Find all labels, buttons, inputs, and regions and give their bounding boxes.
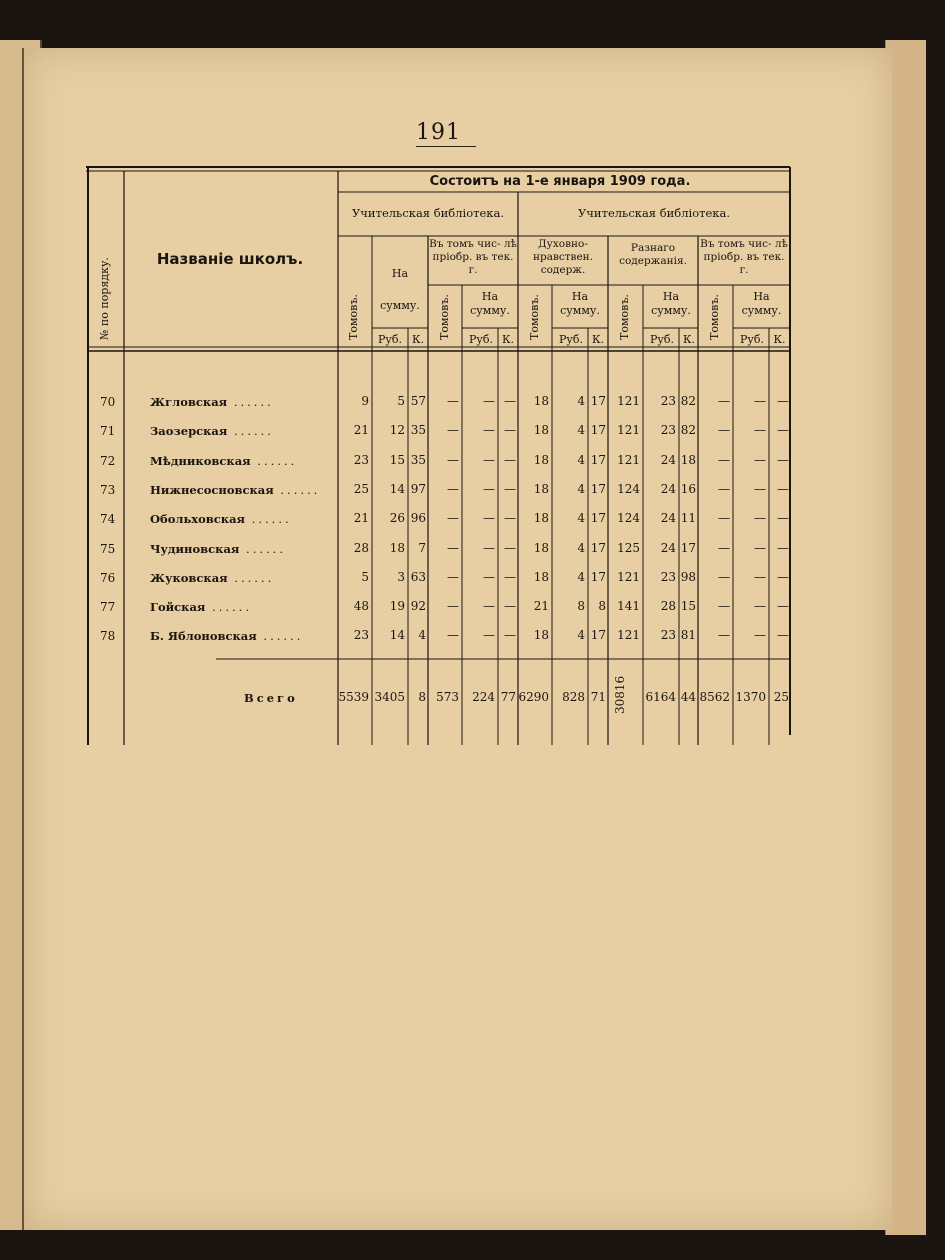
row-number: 76 (100, 571, 116, 585)
table-cell: — (754, 394, 766, 408)
table-cell: 125 (617, 541, 640, 555)
table-cell: — (754, 628, 766, 642)
table-cell: — (483, 511, 495, 525)
total-label: Всего (244, 691, 298, 705)
table-cell: 18 (389, 541, 405, 555)
table-cell: 82 (680, 394, 696, 408)
leader-dots: ...... (250, 454, 298, 468)
school-name (150, 542, 286, 556)
total-cell: 25 (773, 690, 789, 704)
table-cell: 23 (660, 570, 676, 584)
table-cell: 121 (617, 570, 640, 584)
table-cell: 28 (353, 541, 369, 555)
table-cell: 98 (680, 570, 696, 584)
table-cell: 12 (389, 423, 405, 437)
school-name (150, 512, 292, 526)
table-cell: 18 (533, 628, 549, 642)
page-number: 191 (416, 120, 476, 147)
total-cell: 573 (436, 690, 459, 704)
table-cell: — (483, 599, 495, 613)
rub-header-2: Руб. (469, 333, 493, 346)
table-cell: 18 (533, 570, 549, 584)
total-cell: 5539 (338, 690, 369, 704)
row-number: 71 (100, 424, 116, 438)
table-cell: — (754, 599, 766, 613)
leader-dots: ...... (227, 424, 274, 438)
table-cell: — (777, 570, 789, 584)
table-cell: — (754, 511, 766, 525)
table-cell: 18 (533, 511, 549, 525)
rub-header-3: Руб. (559, 333, 583, 346)
table-cell: 17 (590, 511, 606, 525)
duhovno-header: Духовно- нравствен. содерж. (532, 238, 594, 277)
table-cell: 8 (577, 599, 585, 613)
tomov-header-1: Томовъ. (347, 294, 360, 340)
table-cell: 4 (577, 394, 585, 408)
table-cell: — (504, 394, 516, 408)
table-cell: 24 (660, 482, 676, 496)
leader-dots: ...... (205, 600, 252, 614)
table-cell: 17 (590, 482, 606, 496)
table-cell: 4 (418, 628, 426, 642)
leader-dots: ...... (227, 395, 274, 409)
table-cell: — (718, 599, 730, 613)
table-cell: — (718, 628, 730, 642)
leader-dots: ...... (227, 571, 275, 585)
table-cell: 4 (577, 511, 585, 525)
na-summu-header-2: На сумму. (470, 290, 510, 317)
tomov-header-5: Томовъ. (708, 294, 721, 340)
row-number: 75 (100, 542, 116, 556)
tomov-header-4: Томовъ. (618, 294, 631, 340)
v-tom-chisle-header-1: Въ томъ чис- лѣ пріобр. въ тек. г. (429, 238, 517, 277)
table-cell: — (483, 453, 495, 467)
col-name-header: Названіе школъ. (156, 250, 304, 268)
table-cell: — (777, 453, 789, 467)
table-cell: — (777, 628, 789, 642)
table-cell: 16 (680, 482, 696, 496)
leader-dots: ...... (256, 629, 304, 643)
school-name (150, 483, 320, 497)
total-cell: 1370 (735, 690, 766, 704)
table-cell: 18 (680, 453, 696, 467)
kop-header-5: К. (773, 333, 786, 346)
table-cell: 28 (660, 599, 676, 613)
kop-header-2: К. (501, 333, 514, 346)
table-cell: — (483, 628, 495, 642)
table-cell: 17 (680, 541, 696, 555)
na-summu-header-1: На сумму. (380, 267, 420, 312)
table-cell: 14 (389, 628, 405, 642)
table-cell: 4 (577, 482, 585, 496)
total-cell: 6164 (645, 690, 676, 704)
v-tom-chisle-header-2: Въ томъ чис- лѣ пріобр. въ тек. г. (700, 238, 788, 277)
table-cell: 81 (680, 628, 696, 642)
kop-header-3: К. (591, 333, 604, 346)
school-name (150, 454, 297, 468)
table-cell: 97 (410, 482, 426, 496)
table-cell: — (777, 423, 789, 437)
total-cell: 6290 (518, 690, 549, 704)
table-cell: — (483, 570, 495, 584)
table-cell: — (718, 511, 730, 525)
table-cell: — (504, 570, 516, 584)
school-name-text: Гойская (150, 600, 206, 614)
table-cell: — (777, 599, 789, 613)
total-cell: 8562 (699, 690, 730, 704)
table-cell: 23 (660, 394, 676, 408)
table-cell: 57 (410, 394, 426, 408)
school-name-text: Жуковская (150, 571, 228, 585)
table-cell: — (483, 541, 495, 555)
table-cell: 4 (577, 541, 585, 555)
table-cell: 121 (617, 628, 640, 642)
leader-dots: ...... (273, 483, 321, 497)
table-cell: 17 (590, 570, 606, 584)
table-cell: 21 (353, 511, 369, 525)
tomov-header-3: Томовъ. (528, 294, 541, 340)
table-cell: — (754, 423, 766, 437)
table-cell: — (483, 394, 495, 408)
kop-header-1: К. (411, 333, 424, 346)
table-cell: 121 (617, 423, 640, 437)
school-name-text: Обольховская (150, 512, 246, 526)
leader-dots: ...... (239, 542, 286, 556)
table-cell: — (447, 628, 459, 642)
table-cell: — (504, 482, 516, 496)
row-number: 73 (100, 483, 116, 497)
table-cell: — (777, 541, 789, 555)
table-cell: 23 (660, 423, 676, 437)
table-cell: 141 (617, 599, 640, 613)
table-cell: — (447, 541, 459, 555)
table-cell: 7 (418, 541, 426, 555)
row-number: 77 (100, 600, 116, 614)
table-cell: — (718, 394, 730, 408)
table-cell: — (718, 570, 730, 584)
table-cell: — (754, 482, 766, 496)
table-cell: — (447, 570, 459, 584)
table-cell: 124 (617, 482, 640, 496)
table-cell: 8 (598, 599, 606, 613)
row-number: 74 (100, 512, 116, 526)
leader-dots: ...... (245, 512, 292, 526)
total-cell: 224 (472, 690, 495, 704)
table-cell: 17 (590, 628, 606, 642)
row-number: 78 (100, 629, 116, 643)
table-cell: 4 (577, 423, 585, 437)
table-cell: 24 (660, 453, 676, 467)
table-cell: 35 (410, 423, 426, 437)
kop-header-4: К. (682, 333, 695, 346)
table-cell: — (504, 628, 516, 642)
table-cell: — (718, 482, 730, 496)
table-cell: — (718, 453, 730, 467)
col-rownum-header: № по порядку. (98, 257, 111, 340)
table-cell: — (504, 423, 516, 437)
table-cell: 3 (397, 570, 405, 584)
table-cell: — (754, 453, 766, 467)
total-cell: 8 (418, 690, 426, 704)
table-cell: 21 (353, 423, 369, 437)
school-name-text: Нижнесосновская (150, 483, 274, 497)
table-cell: 26 (389, 511, 405, 525)
table-cell: 21 (533, 599, 549, 613)
table-cell: — (447, 482, 459, 496)
table-cell: — (754, 541, 766, 555)
table-cell: 24 (660, 511, 676, 525)
table-cell: 18 (533, 541, 549, 555)
table-cell: — (504, 599, 516, 613)
total-cell: 828 (562, 690, 585, 704)
table-cell: 35 (410, 453, 426, 467)
table-cell: — (777, 511, 789, 525)
table-cell: — (777, 482, 789, 496)
table-cell: — (483, 482, 495, 496)
table-cell: 23 (353, 453, 369, 467)
table-cell: 15 (389, 453, 405, 467)
table-cell: — (447, 453, 459, 467)
table-cell: — (447, 599, 459, 613)
school-name-text: Мѣдниковская (150, 454, 251, 468)
table-cell: 18 (533, 482, 549, 496)
rub-header-4: Руб. (650, 333, 674, 346)
total-cell: 71 (590, 690, 606, 704)
table-cell: 121 (617, 394, 640, 408)
table-cell: — (504, 453, 516, 467)
table-cell: 5 (397, 394, 405, 408)
school-name (150, 424, 274, 438)
school-name-text: Б. Яблоновская (150, 629, 257, 643)
rub-header-5: Руб. (740, 333, 764, 346)
school-name-text: Жгловская (150, 395, 228, 409)
table-cell: — (447, 511, 459, 525)
table-cell: 18 (533, 453, 549, 467)
table-cell: 82 (680, 423, 696, 437)
table-cell: 24 (660, 541, 676, 555)
total-cell: 77 (500, 690, 516, 704)
row-number: 72 (100, 454, 116, 468)
table-cell: — (504, 511, 516, 525)
table-cell: 4 (577, 453, 585, 467)
table-cell: — (754, 570, 766, 584)
total-cell: 3405 (374, 690, 405, 704)
na-summu-header-5: На сумму. (741, 290, 782, 317)
group-left-title: Учительская библіотека. (352, 206, 504, 220)
table-cell: 9 (361, 394, 369, 408)
table-main-title: Состоитъ на 1-е января 1909 года. (429, 174, 691, 189)
table-cell: — (718, 423, 730, 437)
na-summu-header-3: На сумму. (560, 290, 600, 317)
school-name (150, 600, 252, 614)
tomov-header-2: Томовъ. (438, 294, 451, 340)
table-cell: 23 (660, 628, 676, 642)
table-cell: — (504, 541, 516, 555)
na-summu-header-4: На сумму. (651, 290, 691, 317)
table-cell: 19 (389, 599, 405, 613)
table-cell: 14 (389, 482, 405, 496)
table-cell: 18 (533, 394, 549, 408)
total-cell: 30816 (613, 675, 627, 714)
raznago-header: Разнаго содержанія. (619, 242, 687, 268)
table-cell: 23 (353, 628, 369, 642)
table-cell: — (447, 394, 459, 408)
row-number: 70 (100, 395, 116, 409)
table-cell: 92 (410, 599, 426, 613)
table-cell: — (483, 423, 495, 437)
table-cell: 17 (590, 423, 606, 437)
table-cell: 25 (353, 482, 369, 496)
table-cell: 17 (590, 453, 606, 467)
table-cell: 15 (680, 599, 696, 613)
group-right-title: Учительская библіотека. (578, 206, 730, 220)
table-cell: 5 (361, 570, 369, 584)
school-name-text: Заозерская (150, 424, 228, 438)
table-cell: 63 (410, 570, 426, 584)
school-name-text: Чудиновская (150, 542, 240, 556)
table-cell: — (777, 394, 789, 408)
table-cell: 17 (590, 541, 606, 555)
table-cell: 48 (353, 599, 369, 613)
table-cell: 4 (577, 570, 585, 584)
table-cell: — (447, 423, 459, 437)
school-name (150, 629, 303, 643)
table-cell: 18 (533, 423, 549, 437)
table-cell: — (718, 541, 730, 555)
total-cell: 44 (680, 690, 696, 704)
table-cell: 4 (577, 628, 585, 642)
rub-header-1: Руб. (378, 333, 402, 346)
table-cell: 11 (680, 511, 696, 525)
school-name (150, 395, 274, 409)
school-name (150, 571, 274, 585)
table-cell: 124 (617, 511, 640, 525)
table-cell: 121 (617, 453, 640, 467)
table-cell: 17 (590, 394, 606, 408)
table-cell: 96 (410, 511, 426, 525)
